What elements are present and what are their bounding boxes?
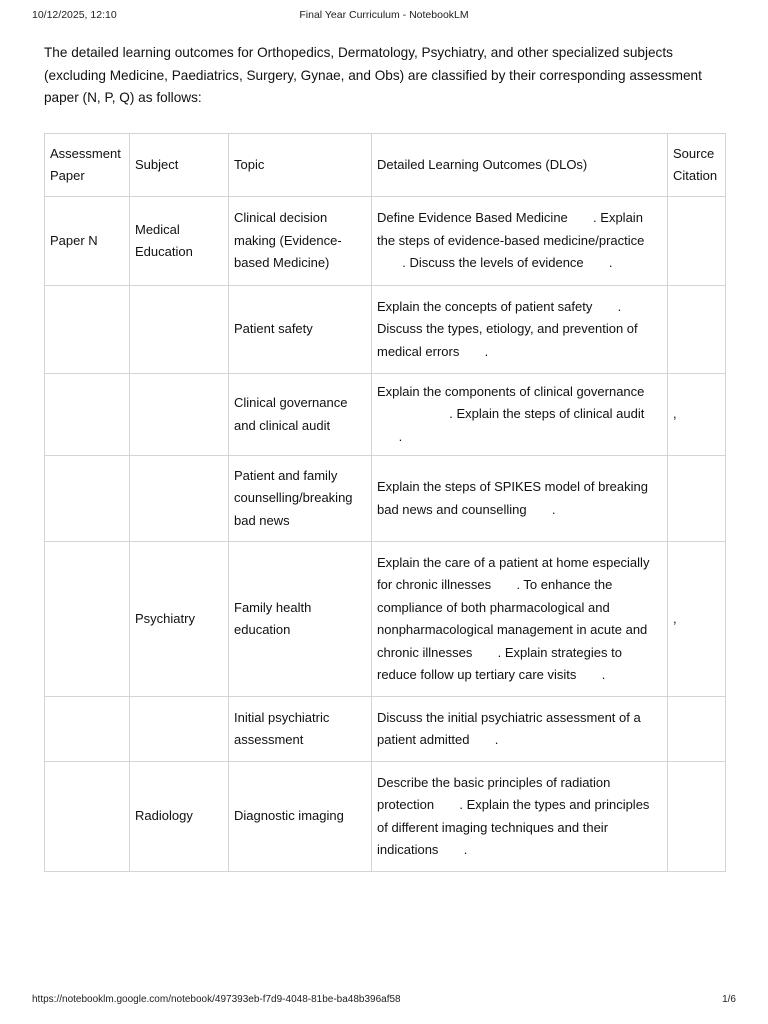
cell-paper bbox=[45, 374, 130, 456]
cell-paper bbox=[45, 286, 130, 374]
cell-subject bbox=[130, 456, 229, 542]
cell-paper bbox=[45, 542, 130, 697]
cell-citation bbox=[668, 762, 726, 872]
header-topic: Topic bbox=[229, 134, 372, 197]
cell-topic: Initial psychiatric assessment bbox=[229, 697, 372, 762]
cell-citation bbox=[668, 286, 726, 374]
print-datetime: 10/12/2025, 12:10 bbox=[32, 9, 117, 21]
cell-dlo: Describe the basic principles of radiation protection . Explain the types and principles of different imaging techniques and their indications . bbox=[372, 762, 668, 872]
cell-dlo: Explain the care of a patient at home especially for chronic illnesses . To enhance the compliance of both pharmacological and nonpharmacological management in acute and chronic illnesses . Explain strategies to reduce follow up tertiary care visits . bbox=[372, 542, 668, 697]
cell-dlo: Explain the concepts of patient safety . Discuss the types, etiology, and prevention of medical errors . bbox=[372, 286, 668, 374]
cell-topic: Diagnostic imaging bbox=[229, 762, 372, 872]
cell-paper bbox=[45, 456, 130, 542]
table-row bbox=[45, 762, 726, 872]
cell-citation bbox=[668, 456, 726, 542]
page-url: https://notebooklm.google.com/notebook/497393eb-f7d9-4048-81be-ba48b396af58 bbox=[32, 994, 401, 1005]
cell-citation bbox=[668, 197, 726, 286]
cell-subject: Psychiatry bbox=[130, 542, 229, 697]
cell-subject: Radiology bbox=[130, 762, 229, 872]
cell-dlo: Explain the steps of SPIKES model of breaking bad news and counselling . bbox=[372, 456, 668, 542]
print-footer bbox=[0, 994, 768, 1010]
table-row bbox=[45, 374, 726, 456]
intro-paragraph: The detailed learning outcomes for Orthopedics, Dermatology, Psychiatry, and other specialized subjects (excluding Medicine, Paediatrics, Surgery, Gynae, and Obs) are classified by their corresponding assessment paper (N, P, Q) as follows: bbox=[44, 45, 702, 106]
table-row bbox=[45, 286, 726, 374]
cell-dlo: Discuss the initial psychiatric assessment of a patient admitted . bbox=[372, 697, 668, 762]
print-page-title: Final Year Curriculum - NotebookLM bbox=[299, 9, 469, 21]
page-number: 1/6 bbox=[722, 994, 736, 1005]
table-row bbox=[45, 697, 726, 762]
cell-subject: Medical Education bbox=[130, 197, 229, 286]
table-header-row bbox=[45, 134, 726, 197]
cell-topic: Patient and family counselling/breaking bad news bbox=[229, 456, 372, 542]
table-row bbox=[45, 542, 726, 697]
cell-paper bbox=[45, 697, 130, 762]
header-dlos: Detailed Learning Outcomes (DLOs) bbox=[372, 134, 668, 197]
cell-subject bbox=[130, 697, 229, 762]
header-assessment-paper: Assessment Paper bbox=[45, 134, 130, 197]
cell-subject bbox=[130, 286, 229, 374]
header-source-citation: Source Citation bbox=[668, 134, 726, 197]
cell-citation: , bbox=[668, 374, 726, 456]
cell-subject bbox=[130, 374, 229, 456]
cell-dlo: Define Evidence Based Medicine . Explain the steps of evidence-based medicine/practice . Discuss the levels of evidence . bbox=[372, 197, 668, 286]
table-row bbox=[45, 456, 726, 542]
print-header bbox=[0, 0, 768, 24]
cell-topic: Clinical decision making (Evidence-based Medicine) bbox=[229, 197, 372, 286]
table-row bbox=[45, 197, 726, 286]
cell-paper bbox=[45, 762, 130, 872]
header-subject: Subject bbox=[130, 134, 229, 197]
cell-paper: Paper N bbox=[45, 197, 130, 286]
cell-dlo: Explain the components of clinical governance . Explain the steps of clinical audit . bbox=[372, 374, 668, 456]
cell-topic: Clinical governance and clinical audit bbox=[229, 374, 372, 456]
cell-topic: Patient safety bbox=[229, 286, 372, 374]
cell-topic: Family health education bbox=[229, 542, 372, 697]
curriculum-table bbox=[44, 133, 726, 872]
cell-citation bbox=[668, 697, 726, 762]
cell-citation: , bbox=[668, 542, 726, 697]
